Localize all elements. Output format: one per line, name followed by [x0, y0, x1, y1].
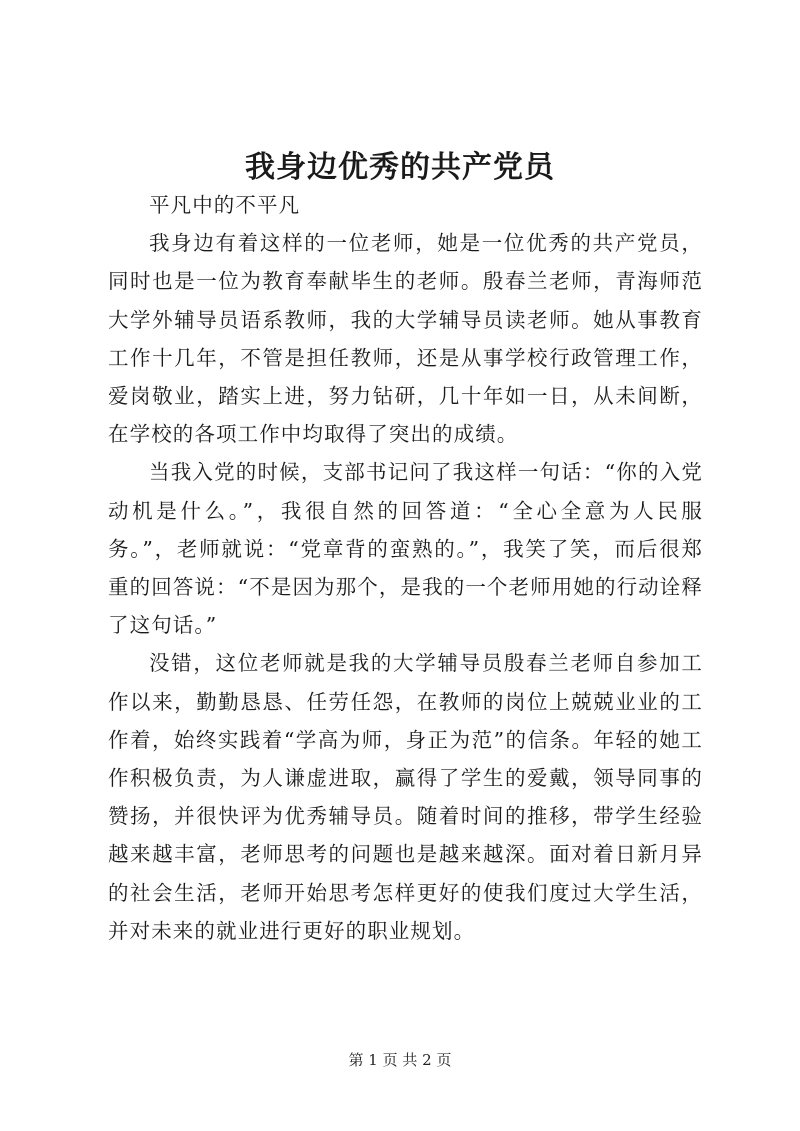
document-body [108, 186, 703, 950]
page-title: 我身边优秀的共产党员 [245, 150, 555, 185]
document-subtitle: 平凡中的不平凡 [149, 193, 301, 217]
paragraph-3: 没错，这位老师就是我的大学辅导员殷春兰老师自参加工作以来，勤勤恳恳、任劳任怨，在教师的岗位上兢兢业业的工作着，始终实践着“学高为师，身正为范”的信条。年轻的她工作积极负责，为人谦虚进取，赢得了学生的爱戴，领导同事的赞扬，并很快评为优秀辅导员。随着时间的推移，带学生经验越来越丰富，老师思考的问题也是越来越深。面对着日新月异的社会生活，老师开始思考怎样更好的使我们度过大学生活，并对未来的就业进行更好的职业规划。 [108, 651, 703, 943]
page-number-footer: 第 1 页 共 2 页 [348, 1051, 452, 1069]
paragraph-2: 当我入党的时候，支部书记问了我这样一句话：“你的入党动机是什么。”，我很自然的回答道：“全心全意为人民服务。”，老师就说：“党章背的蛮熟的。”，我笑了笑，而后很郑重的回答说：“不是因为那个，是我的一个老师用她的行动诠释了这句话。” [108, 460, 703, 638]
paragraph-1: 我身边有着这样的一位老师，她是一位优秀的共产党员，同时也是一位为教育奉献毕生的老师。殷春兰老师，青海师范大学外辅导员语系教师，我的大学辅导员读老师。她从事教育工作十几年，不管是担任教师，还是从事学校行政管理工作，爱岗敬业，踏实上进，努力钻研，几十年如一日，从未间断，在学校的各项工作中均取得了突出的成绩。 [108, 231, 703, 447]
